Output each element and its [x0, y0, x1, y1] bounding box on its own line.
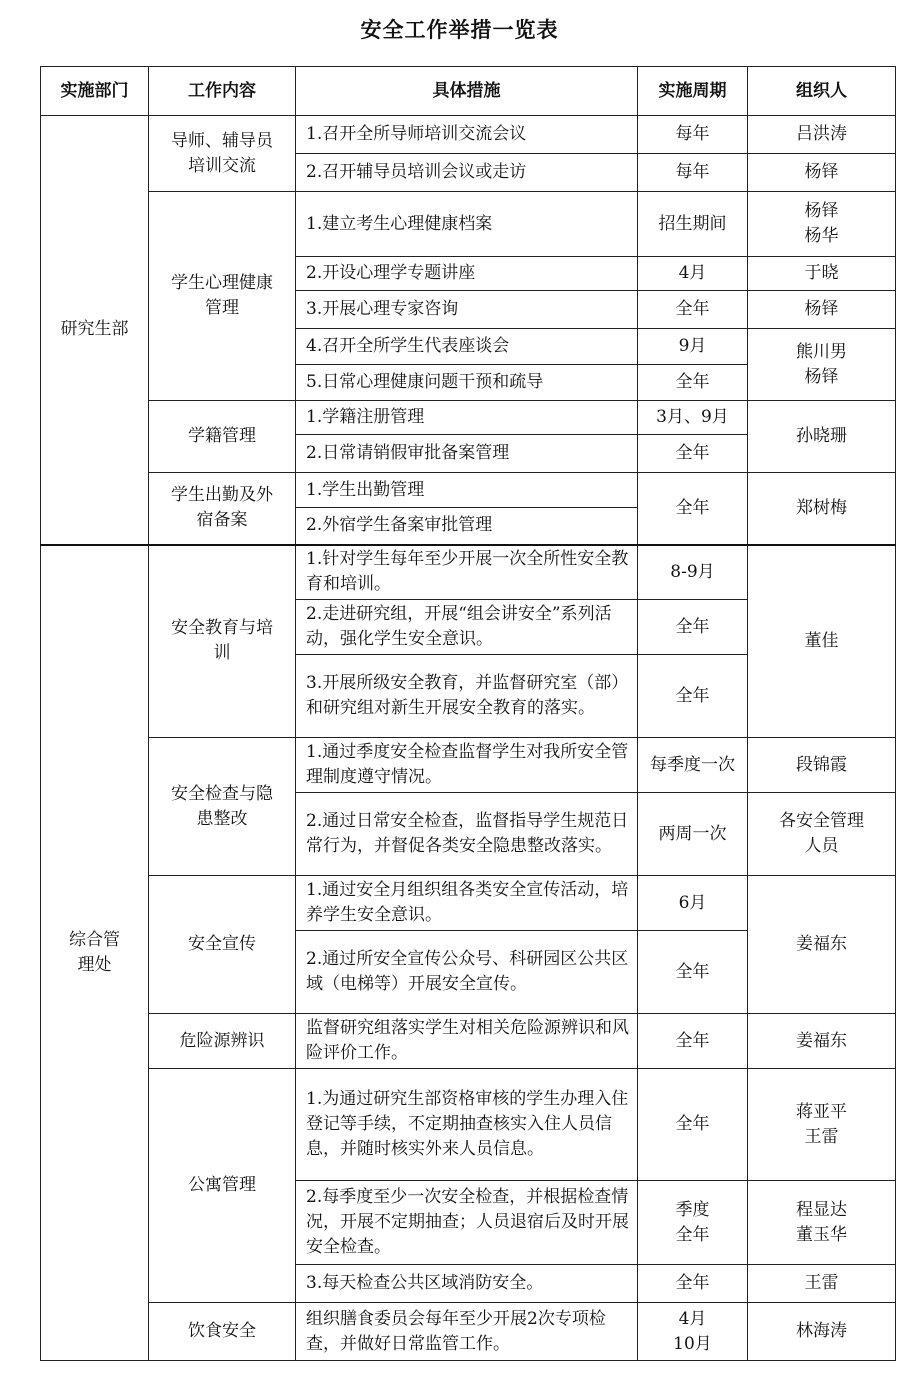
table-row: [41, 545, 896, 600]
period-cell: 招生期间: [638, 192, 748, 257]
period-cell: 季度 全年: [638, 1181, 748, 1265]
content-cell: 学生心理健康管理: [149, 192, 296, 401]
measure-cell: 1.建立考生心理健康档案: [296, 192, 638, 257]
measure-cell: 1.通过安全月组织组各类安全宣传活动，培养学生安全意识。: [296, 876, 638, 931]
period-cell: 4月 10月: [638, 1303, 748, 1361]
content-cell: 饮食安全: [149, 1303, 296, 1361]
table-row: [41, 473, 896, 508]
measure-cell: 2.日常请销假审批备案管理: [296, 435, 638, 473]
period-cell: 全年: [638, 600, 748, 655]
table-row: [41, 116, 896, 154]
header-dept: 实施部门: [41, 67, 149, 116]
measure-cell: 2.通过日常安全检查，监督指导学生规范日常行为，并督促各类安全隐患整改落实。: [296, 793, 638, 876]
period-cell: 每年: [638, 154, 748, 192]
organizer-cell: 杨铎: [748, 291, 896, 329]
measure-cell: 5.日常心理健康问题干预和疏导: [296, 365, 638, 401]
organizer-cell: 段锦霞: [748, 738, 896, 793]
organizer-cell: 郑树梅: [748, 473, 896, 545]
table-row: [41, 876, 896, 931]
organizer-cell: 熊川男 杨铎: [748, 329, 896, 401]
organizer-cell: 蒋亚平 王雷: [748, 1069, 896, 1181]
table-row: [41, 738, 896, 793]
measure-cell: 2.召开辅导员培训会议或走访: [296, 154, 638, 192]
organizer-cell: 姜福东: [748, 876, 896, 1014]
measure-cell: 1.通过季度安全检查监督学生对我所安全管理制度遵守情况。: [296, 738, 638, 793]
measure-cell: 组织膳食委员会每年至少开展2次专项检查，并做好日常监管工作。: [296, 1303, 638, 1361]
organizer-cell: 林海涛: [748, 1303, 896, 1361]
organizer-cell: 杨铎 杨华: [748, 192, 896, 257]
content-cell: 导师、辅导员培训交流: [149, 116, 296, 192]
period-cell: 全年: [638, 435, 748, 473]
organizer-cell: [748, 793, 896, 876]
period-cell: 4月: [638, 257, 748, 291]
table-row: [41, 1069, 896, 1181]
table-row: [41, 1303, 896, 1361]
organizer-cell: 程显达 董玉华: [748, 1181, 896, 1265]
table-row: [41, 401, 896, 435]
period-cell: 9月: [638, 329, 748, 365]
measure-cell: 3.开展所级安全教育，并监督研究室（部）和研究组对新生开展安全教育的落实。: [296, 655, 638, 738]
measure-cell: 4.召开全所学生代表座谈会: [296, 329, 638, 365]
content-cell: 公寓管理: [149, 1069, 296, 1303]
organizer-cell: 王雷: [748, 1265, 896, 1303]
measure-cell: 3.开展心理专家咨询: [296, 291, 638, 329]
content-cell: 学生出勤及外宿备案: [149, 473, 296, 545]
content-cell: 危险源辨识: [149, 1014, 296, 1069]
period-cell: 全年: [638, 1265, 748, 1303]
period-cell: 全年: [638, 655, 748, 738]
period-cell: 全年: [638, 291, 748, 329]
measures-table: [40, 66, 896, 1361]
measure-cell: 1.学籍注册管理: [296, 401, 638, 435]
measure-cell: 1.召开全所导师培训交流会议: [296, 116, 638, 154]
header-period: 实施周期: [638, 67, 748, 116]
header-organizer: 组织人: [748, 67, 896, 116]
header-measure: 具体措施: [296, 67, 638, 116]
measure-cell: 3.每天检查公共区域消防安全。: [296, 1265, 638, 1303]
dept-label: 综合管理处: [68, 929, 120, 975]
organizer-label: 各安全管理人员: [778, 811, 864, 856]
period-cell: 两周一次: [638, 793, 748, 876]
content-cell: 安全检查与隐患整改: [149, 738, 296, 876]
period-cell: 全年: [638, 365, 748, 401]
period-cell: 8-9月: [638, 545, 748, 600]
header-content: 工作内容: [149, 67, 296, 116]
organizer-cell: 孙晓珊: [748, 401, 896, 473]
organizer-cell: 于晓: [748, 257, 896, 291]
period-cell: 6月: [638, 876, 748, 931]
dept-cell: 研究生部: [41, 116, 149, 545]
table-row: [41, 1014, 896, 1069]
period-cell: 全年: [638, 473, 748, 545]
measure-cell: 2.开设心理学专题讲座: [296, 257, 638, 291]
period-cell: 3月、9月: [638, 401, 748, 435]
period-cell: 每年: [638, 116, 748, 154]
page-title: 安全工作举措一览表: [360, 17, 559, 42]
table-row: [41, 192, 896, 257]
measure-cell: 监督研究组落实学生对相关危险源辨识和风险评价工作。: [296, 1014, 638, 1069]
measure-cell: 2.外宿学生备案审批管理: [296, 508, 638, 545]
period-cell: 全年: [638, 1014, 748, 1069]
period-cell: 每季度一次: [638, 738, 748, 793]
content-cell: 安全宣传: [149, 876, 296, 1014]
header-row: [41, 67, 896, 116]
organizer-cell: 董佳: [748, 545, 896, 738]
period-cell: 全年: [638, 1069, 748, 1181]
organizer-cell: 吕洪涛: [748, 116, 896, 154]
measure-cell: 2.通过所安全宣传公众号、科研园区公共区域（电梯等）开展安全宣传。: [296, 931, 638, 1014]
measure-cell: 1.针对学生每年至少开展一次全所性安全教育和培训。: [296, 545, 638, 600]
organizer-cell: 姜福东: [748, 1014, 896, 1069]
measure-cell: 1.学生出勤管理: [296, 473, 638, 508]
period-cell: 全年: [638, 931, 748, 1014]
organizer-cell: 杨铎: [748, 154, 896, 192]
content-cell: 安全教育与培训: [149, 545, 296, 738]
measure-cell: 1.为通过研究生部资格审核的学生办理入住登记等手续，不定期抽查核实入住人员信息，并随时核实外来人员信息。: [296, 1069, 638, 1181]
content-cell: 学籍管理: [149, 401, 296, 473]
dept-cell: [41, 545, 149, 1361]
measure-cell: 2.走进研究组，开展“组会讲安全”系列活动，强化学生安全意识。: [296, 600, 638, 655]
measure-cell: 2.每季度至少一次安全检查，并根据检查情况，开展不定期抽查；人员退宿后及时开展安全检查。: [296, 1181, 638, 1265]
